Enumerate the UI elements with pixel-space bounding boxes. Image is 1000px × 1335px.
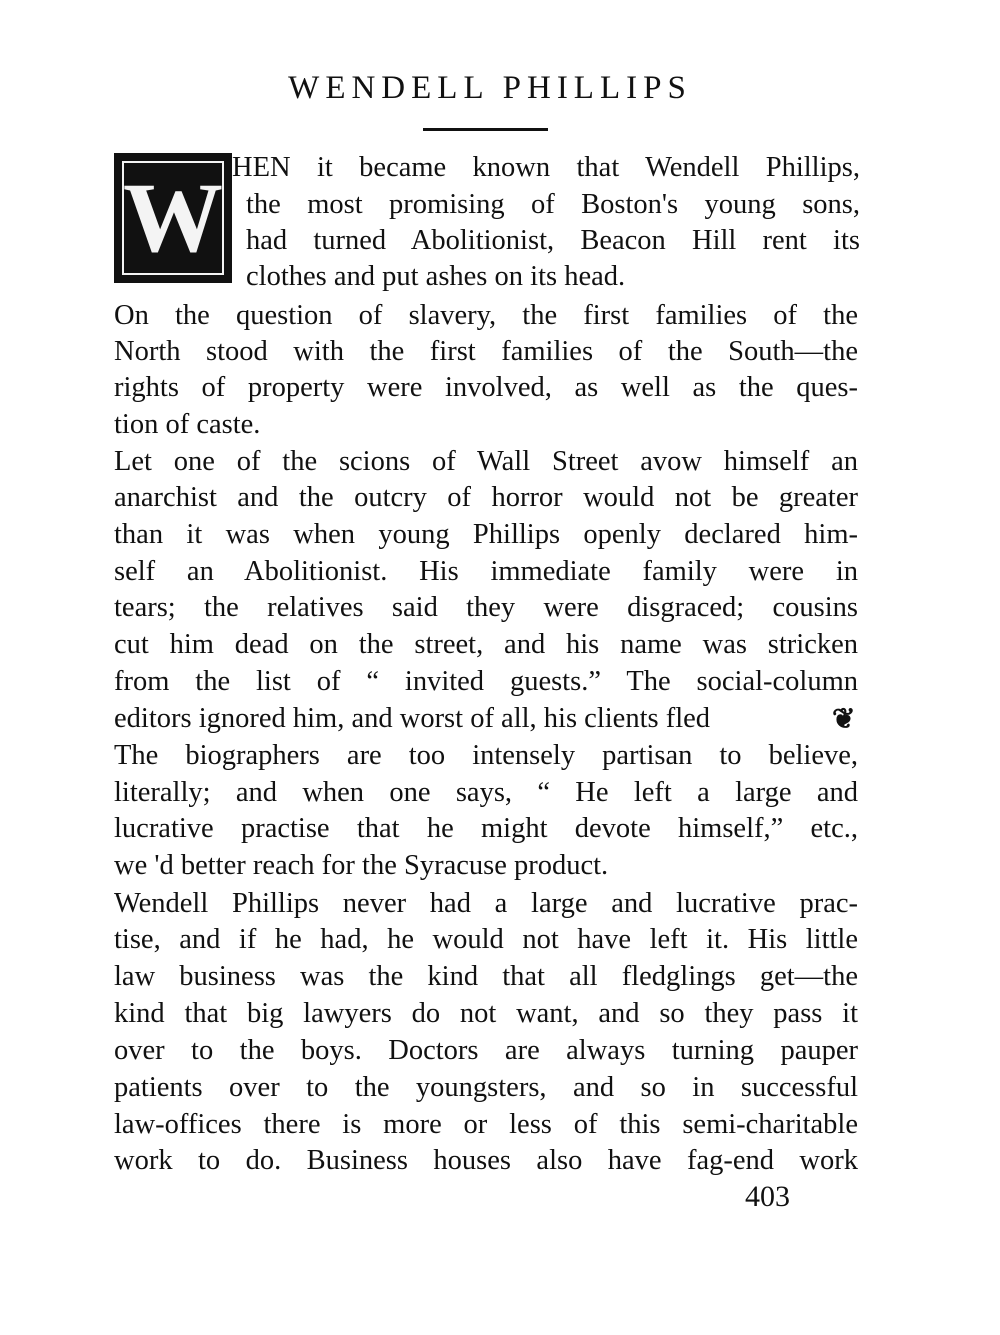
text-line: from the list of “ invited guests.” The social-column	[114, 666, 858, 697]
text-line: patients over to the youngsters, and so in successful	[114, 1072, 858, 1103]
text-line: tion of caste.	[114, 409, 261, 440]
text-line: Let one of the scions of Wall Street avow himself an	[114, 446, 858, 477]
text-line: had turned Abolitionist, Beacon Hill rent its	[246, 225, 860, 256]
text-line: anarchist and the outcry of horror would not be greater	[114, 482, 858, 513]
text-line: law business was the kind that all fledglings get—the	[114, 961, 858, 992]
page-number: 403	[745, 1180, 790, 1213]
fleuron-ornament: ❦	[832, 702, 856, 735]
head-rule	[423, 128, 548, 131]
text-line: lucrative practise that he might devote himself,” etc.,	[114, 813, 858, 844]
text-line: cut him dead on the street, and his name was stricken	[114, 629, 858, 660]
text-line: tise, and if he had, he would not have left it. His little	[114, 924, 858, 955]
text-line: North stood with the first families of the South—the	[114, 336, 858, 367]
text-line: tears; the relatives said they were disgraced; cousins	[114, 592, 858, 623]
text-line: The biographers are too intensely partisan to believe,	[114, 740, 858, 771]
text-line: clothes and put ashes on its head.	[246, 261, 626, 292]
text-line: editors ignored him, and worst of all, his clients fled	[114, 703, 711, 734]
text-line: HEN it became known that Wendell Phillips,	[232, 152, 860, 183]
text-line: work to do. Business houses also have fag-end work	[114, 1145, 858, 1176]
text-line: than it was when young Phillips openly declared him-	[114, 519, 858, 550]
text-line: kind that big lawyers do not want, and so they pass it	[114, 998, 858, 1029]
text-line: rights of property were involved, as well as the ques-	[114, 372, 858, 403]
text-line: Wendell Phillips never had a large and lucrative prac-	[114, 888, 858, 919]
running-head: WENDELL PHILLIPS	[288, 70, 692, 106]
text-line: we 'd better reach for the Syracuse product.	[114, 850, 609, 881]
text-line: literally; and when one says, “ He left a large and	[114, 777, 858, 808]
text-line: self an Abolitionist. His immediate family were in	[114, 556, 858, 587]
text-line: the most promising of Boston's young sons,	[246, 189, 860, 220]
drop-cap-ornament	[114, 153, 232, 283]
text-line: On the question of slavery, the first families of the	[114, 300, 858, 331]
text-line: over to the boys. Doctors are always turning pauper	[114, 1035, 858, 1066]
drop-cap-letter: W	[123, 162, 223, 273]
text-line: law-offices there is more or less of this semi-charitable	[114, 1109, 858, 1140]
